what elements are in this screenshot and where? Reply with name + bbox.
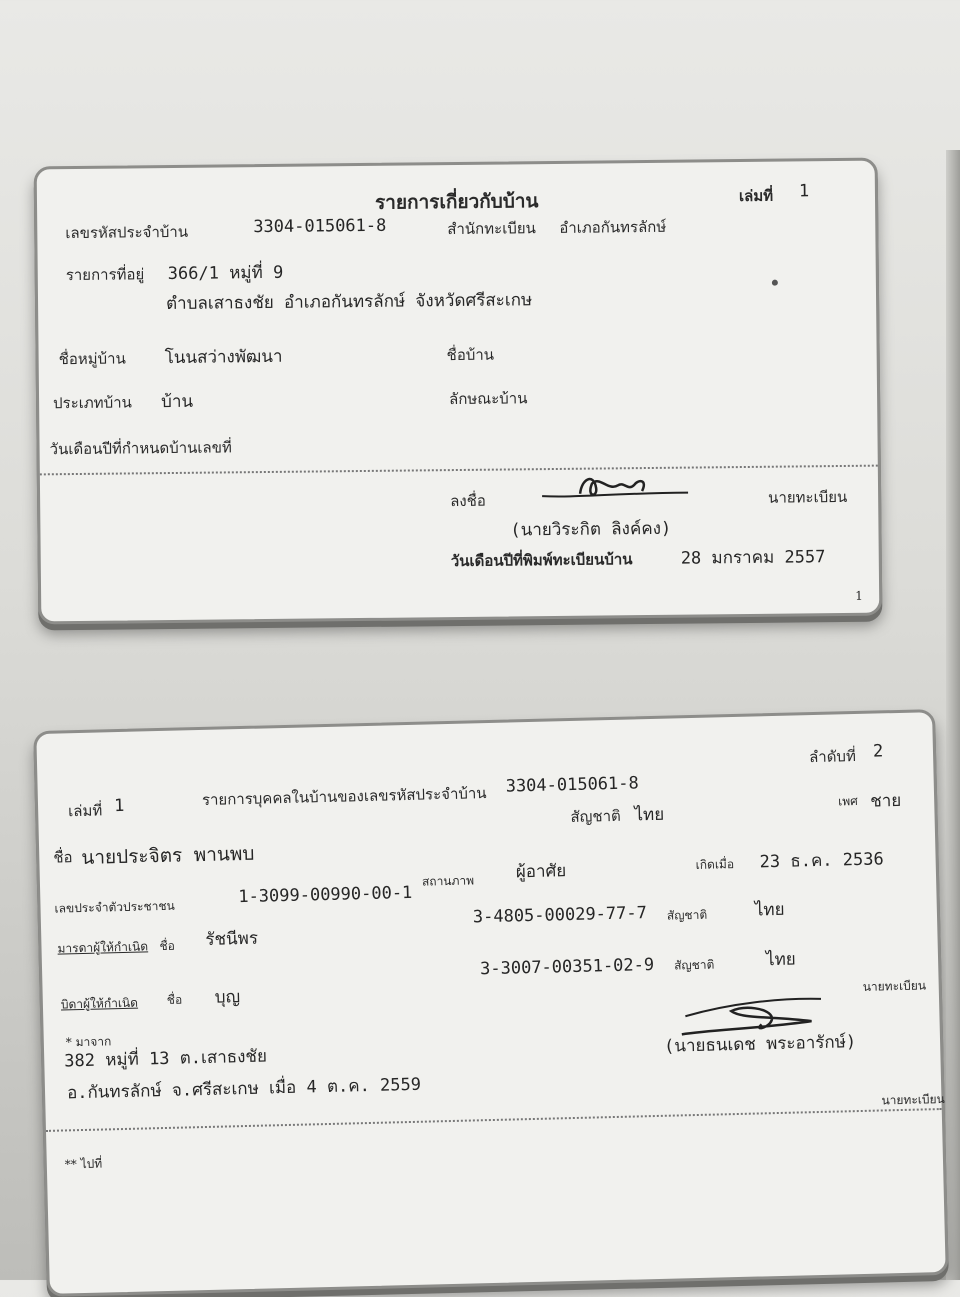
- birth-label: เกิดเมื่อ: [695, 857, 735, 872]
- registry-office-value: อำเภอกันทรลักษ์: [559, 217, 667, 237]
- address-label: รายการที่อยู่: [65, 265, 145, 285]
- moved-to-label: ** ไปที่: [64, 1156, 103, 1172]
- house-id-value: 3304-015061-8: [505, 773, 639, 797]
- birth-date: 23 ธ.ค. 2536: [759, 849, 884, 873]
- print-date-value: 28 มกราคม 2557: [680, 547, 826, 569]
- order-number: 2: [872, 741, 884, 762]
- father-label: บิดาผู้ให้กำเนิด: [60, 995, 139, 1012]
- assign-date-label: วันเดือนปีที่กำหนดบ้านเลขที่: [49, 438, 232, 459]
- id-number: 1-3099-00990-00-1: [238, 882, 413, 908]
- book-number: 1: [113, 795, 125, 817]
- order-label: ลำดับที่: [808, 747, 857, 767]
- address-line2: ตำบลเสาธงชัย อำเภอกันทรลักษ์ จังหวัดศรีสะเกษ: [165, 290, 533, 315]
- house-type-label: ประเภทบ้าน: [53, 393, 132, 413]
- mother-name-label: ชื่อ: [159, 938, 176, 954]
- print-date-label: วันเดือนปีที่พิมพ์ทะเบียนบ้าน: [450, 550, 633, 571]
- house-char-label: ลักษณะบ้าน: [448, 389, 528, 409]
- registrar-title-top: นายทะเบียน: [862, 978, 927, 994]
- dotted-divider: [46, 1108, 942, 1132]
- registrar-name: (นายธนเดช พระอารักษ์): [663, 1032, 857, 1057]
- person-name: นายประจิตร พานพบ: [81, 842, 255, 869]
- house-id-label: เลขรหัสประจำบ้าน: [65, 222, 189, 243]
- ink-speck: [772, 280, 778, 286]
- book-label: เล่มที่: [738, 186, 774, 206]
- address-line1: 366/1 หมู่ที่ 9: [167, 262, 284, 285]
- mother-id: 3-4805-00029-77-7: [472, 903, 648, 928]
- sex-label: เพศ: [838, 793, 858, 809]
- person-record-card: [33, 709, 949, 1297]
- father-nationality-label: สัญชาติ: [673, 957, 715, 973]
- father-id: 3-3007-00351-02-9: [479, 955, 655, 980]
- book-label: เล่มที่: [67, 801, 103, 821]
- father-name: บุญ: [214, 987, 241, 1008]
- registrar-name: (นายวิระกิต ลิงค์คง): [510, 518, 672, 541]
- moved-from-line1: 382 หมู่ที่ 13 ต.เสาธงชัย: [64, 1046, 268, 1072]
- village-label: ชื่อหมู่บ้าน: [58, 349, 126, 369]
- house-card-title: รายการเกี่ยวกับบ้าน: [374, 190, 539, 214]
- registry-office-label: สำนักทะเบียน: [447, 219, 536, 239]
- sex-value: ชาย: [869, 790, 902, 812]
- mother-label: มารดาผู้ให้กำเนิด: [57, 939, 149, 956]
- house-id-value: 3304-015061-8: [253, 215, 387, 238]
- mother-nationality: ไทย: [754, 899, 785, 921]
- moved-from-line2: อ.กันทรลักษ์ จ.ศรีสะเกษ เมื่อ 4 ต.ค. 2559: [66, 1074, 422, 1104]
- page-number: 1: [855, 588, 863, 603]
- nationality-label: สัญชาติ: [570, 806, 621, 826]
- village-value: โนนสว่างพัฒนา: [164, 346, 283, 369]
- registrar-title-bottom: นายทะเบียน: [881, 1091, 945, 1108]
- sign-label: ลงชื่อ: [450, 491, 486, 511]
- paper-edge: [946, 150, 960, 1280]
- id-label: เลขประจำตัวประชาชน: [54, 898, 175, 916]
- name-label: ชื่อ: [53, 848, 73, 867]
- house-type-value: บ้าน: [160, 391, 194, 413]
- status-label: สถานภาพ: [421, 873, 475, 889]
- nationality-value: ไทย: [634, 804, 665, 826]
- dotted-divider: [40, 465, 878, 476]
- persons-label: รายการบุคคลในบ้านของเลขรหัสประจำบ้าน: [201, 784, 487, 809]
- house-details-card: [34, 158, 883, 625]
- mother-nationality-label: สัญชาติ: [666, 907, 708, 923]
- status-value: ผู้อาศัย: [515, 861, 567, 883]
- house-name-label: ชื่อบ้าน: [446, 345, 495, 365]
- registrar-signature: [538, 466, 698, 508]
- registrar-title: นายทะเบียน: [768, 487, 848, 507]
- mother-name: รัชนีพร: [205, 928, 259, 950]
- father-name-label: ชื่อ: [166, 992, 183, 1007]
- father-nationality: ไทย: [765, 949, 796, 971]
- book-number: 1: [798, 181, 810, 202]
- moved-from-label: * มาจาก: [65, 1034, 112, 1050]
